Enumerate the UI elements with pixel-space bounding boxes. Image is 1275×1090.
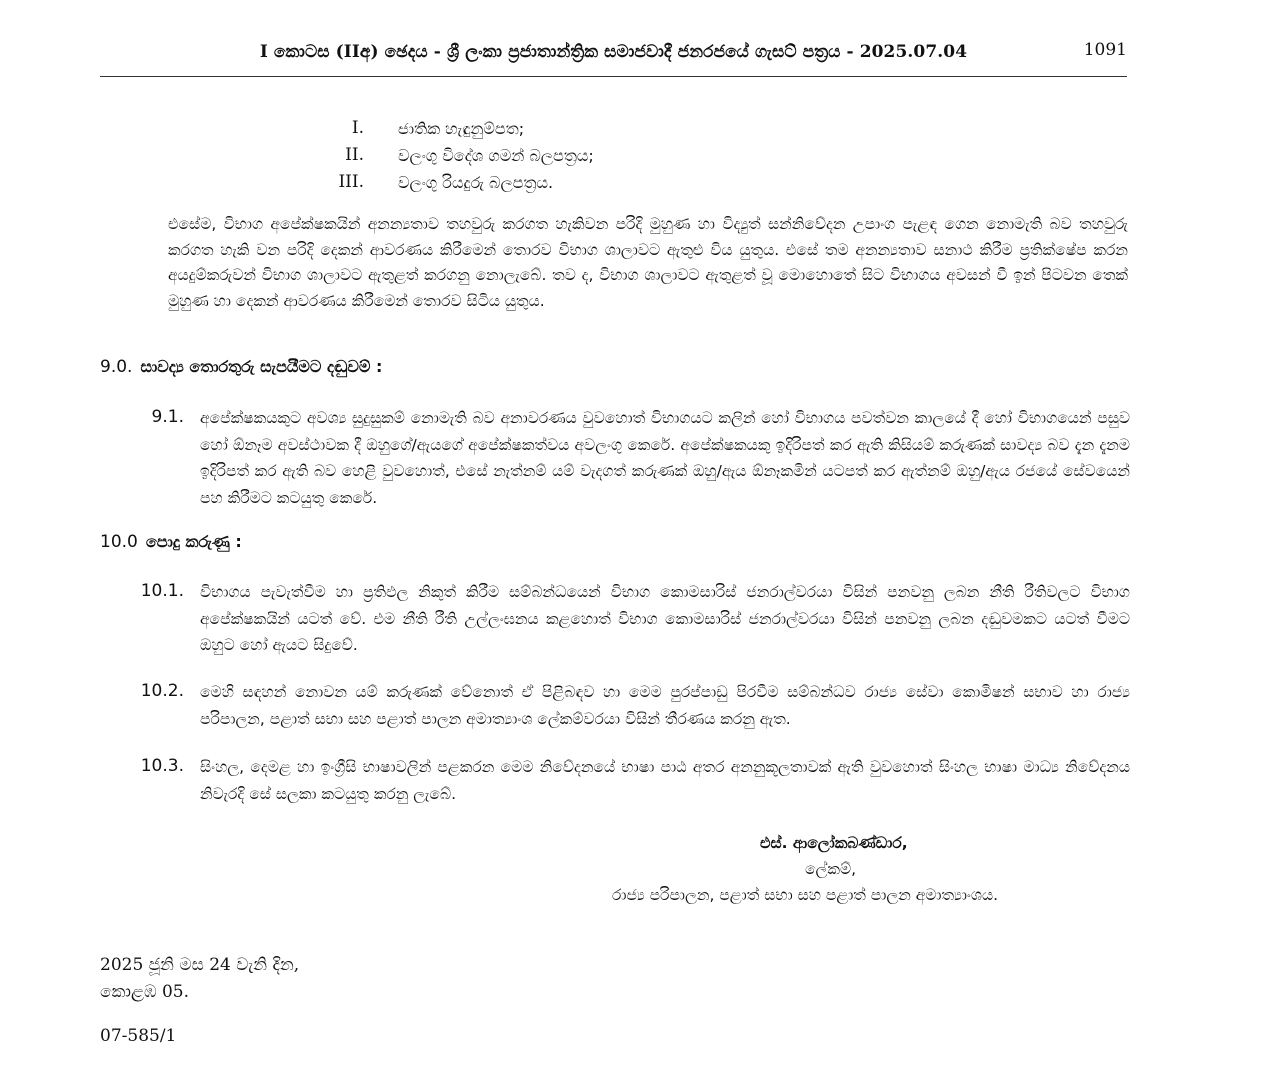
clause-text: මෙහි සඳහන් නොවන යම් කරුණක් වේනොත් ඒ පිළිබඳව හා මෙම පුරප්පාඩු පිරවීම සම්බන්ධව රාජ්‍ය සේවා කොමිෂන් සභාව හා රාජ්‍ය පරිපාලන, පළාත් සභා සහ පළාත් පාලන අමාත්‍යාංශ ලේකම්වරයා විසින් තීරණය කරනු ඇත. [200,683,1130,728]
issue-date: 2025 ජූනි මස 24 වැනි දින, [100,955,300,975]
list-item [320,142,820,169]
intro-paragraph: එසේම, විභාග අපේක්ෂකයින් අනන්‍යතාව තහවුරු කරගත හැකිවන පරිදි මුහුණ හා විද්‍යුත් සන්නිවේදන උපාංග පැළඳ ගෙන නොමැති බව තහවුරු කරගත හැකි වන පරිදි දෙකන් ආවරණය කිරීමෙන් තොරව විභාග ශාලාවට ඇතුළු විය යුතුය. එසේ තම අනන්‍යතාව සනාථ කිරීම ප්‍රතික්ෂේප කරන අයදුම්කරුවන් විභාග ශාලාවට ඇතුළත් කරගනු නොලැබේ. තව ද, විභාග ශාලාවට ඇතුළත් වූ මොහොතේ සිට විභාගය අවසන් වී ඉන් පිටවන තෙක් මුහුණ හා දෙකන් ආවරණය කිරීමෙන් තොරව සිටිය යුතුය. [168,215,1128,310]
signatory-ministry: රාජ්‍ය පරිපාලන, පළාත් සභා සහ පළාත් පාලන අමාත්‍යාංශය. [612,886,999,904]
clause-number: 10.3. [140,756,184,776]
list-item-number: I. [351,118,364,138]
notice-reference: 07-585/1 [100,1026,177,1046]
signature-block [560,830,1140,908]
date-place-block [100,952,299,1006]
clause-9-1 [130,405,1130,511]
clause-text: අපේක්ෂකයකුට අවශ්‍ය සුදුසුකම් නොමැති බව අනාවරණය වුවහොත් විභාගයට කලින් හෝ විභාගය පවත්වන කාලයේ දී හෝ විභාගයෙන් පසුව හෝ ඕනෑම අවස්ථාවක දී ඔහුගේ/ඇයගේ අපේක්ෂකත්වය අවලංගු කෙරේ. අපේක්ෂකයකු ඉදිරිපත් කර ඇති කිසියම් කරුණක් සාවද්‍ය බව දැන දැනම ඉදිරිපත් කර ඇති බව හෙළි වුවහොත්, එසේ නැත්නම් යම් වැදගත් කරුණක් ඔහු/ඇය ඕනෑකමින් යටපත් කර ඇත්නම් ඔහු/ඇය රජයේ සේවයෙන් පහ කිරීමට කටයුතු කෙරේ. [200,409,1130,507]
list-item-number: III. [338,172,364,192]
clause-text: සිංහල, දෙමළ හා ඉංග්‍රීසි භාෂාවලින් පළකරන මෙම නිවේදනයේ භාෂා පාඨ අතර අනනුකූලතාවක් ඇති වුවහොත් සිංහල භාෂා මාධ්‍ය නිවේදනය නිවැරදි සේ සලකා කටයුතු කරනු ලැබේ. [200,758,1130,803]
list-item-text: ජාතික හැඳුනුම්පත; [398,119,525,138]
page-header [100,38,1127,77]
clause-number: 10.2. [140,681,184,701]
list-item-text: වලංගු විදේශ ගමන් බලපත්‍රය; [398,146,594,165]
clause-number: 9.1. [151,407,184,427]
section-number: 9.0. [100,357,133,377]
clause-number: 10.1. [140,581,184,601]
clause-10-2 [130,679,1130,732]
section-title: සාවද්‍ය තොරතුරු සැපයීමට දඬුවම් : [140,357,383,376]
section-title: පොදු කරුණු : [145,532,242,551]
signatory-title: ලේකම්, [805,860,857,878]
list-item-number: II. [345,145,364,165]
list-item [320,169,820,196]
list-item [320,115,820,142]
page-number: 1091 [1083,40,1127,60]
header-title: I කොටස (IIඅ) ඡෙදය - ශ්‍රී ලංකා ප්‍රජාතාන්ත්‍රික සමාජවාදී ජනරජයේ ගැසට් පත්‍රය - 2025.07.04 [259,42,968,62]
signatory-name: එස්. ආලෝකබණ්ඩාර, [760,834,908,852]
list-item-text: වලංගු රියදුරු බලපත්‍රය. [398,173,554,192]
section-number: 10.0 [100,532,138,552]
clause-text: විභාගය පැවැත්වීම හා ප්‍රතිඵල නිකුත් කිරීම සම්බන්ධයෙන් විභාග කොමසාරිස් ජනරාල්වරයා විසින් පනවනු ලබන නීති රීතිවලට විභාග අපේක්ෂකයින් යටත් වේ. එම නීති රීති උල්ලංඝනය කළහොත් විභාග කොමසාරිස් ජනරාල්වරයා විසින් පනවනු ලබන දඬුවමකට යටත් වීමට ඔහුට හෝ ඇයට සිදුවේ. [200,583,1130,654]
issue-place: කොළඹ 05. [100,982,189,1002]
clause-10-1 [130,579,1130,659]
id-document-list [320,115,820,196]
section-heading-9 [100,357,382,377]
section-heading-10 [100,532,242,552]
clause-10-3 [130,754,1130,807]
